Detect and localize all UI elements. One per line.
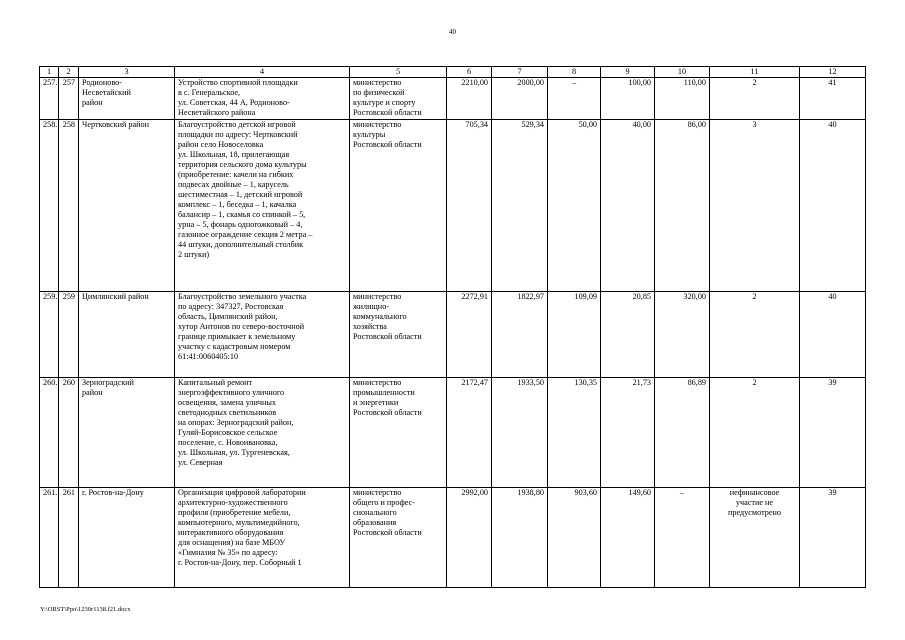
ministry: министерство по физической культуре и спорту Ростовской области <box>350 78 447 120</box>
value-col8: – <box>548 78 601 120</box>
value-col12: 41 <box>800 78 866 120</box>
district: Цимлянский район <box>79 292 175 378</box>
value-col7: 1822,97 <box>492 292 548 378</box>
value-col9: 40,00 <box>601 120 655 292</box>
value-col10: 86,00 <box>655 120 710 292</box>
value-col7: 1938,80 <box>492 488 548 588</box>
value-total: 2992,00 <box>447 488 492 588</box>
header-row <box>40 67 866 78</box>
page-number: 40 <box>449 28 456 36</box>
table-row <box>40 292 866 378</box>
col-header: 6 <box>447 67 492 78</box>
value-col11: 3 <box>710 120 800 292</box>
row-index: 258. <box>40 120 59 292</box>
district: Родионово- Несветайский район <box>79 78 175 120</box>
row-number: 259 <box>59 292 79 378</box>
row-number: 261 <box>59 488 79 588</box>
value-col12: 39 <box>800 378 866 488</box>
ministry: министерство промышленности и энергетики Ростовской области <box>350 378 447 488</box>
row-index: 261. <box>40 488 59 588</box>
row-index: 260. <box>40 378 59 488</box>
value-col8: 903,60 <box>548 488 601 588</box>
value-col10: 110,00 <box>655 78 710 120</box>
value-col9: 100,00 <box>601 78 655 120</box>
value-col7: 529,34 <box>492 120 548 292</box>
value-col10: – <box>655 488 710 588</box>
value-col10: 86,89 <box>655 378 710 488</box>
district: Чертковский район <box>79 120 175 292</box>
col-header: 12 <box>800 67 866 78</box>
value-col9: 21,73 <box>601 378 655 488</box>
value-col7: 1933,50 <box>492 378 548 488</box>
project-description: Устройство спортивной площадки в с. Генеральское, ул. Советская, 44 А, Родионово- Несветайского района <box>175 78 350 120</box>
project-description: Благоустройство земельного участка по адресу: 347327, Ростовская область, Цимлянский район, хутор Антонов по северо-восточной границе примыкает к земельному участку с кадастровым номером 61:41:0060405:10 <box>175 292 350 378</box>
table-row <box>40 78 866 120</box>
value-col7: 2000,00 <box>492 78 548 120</box>
col-header: 11 <box>710 67 800 78</box>
value-col9: 149,60 <box>601 488 655 588</box>
value-col9: 20,85 <box>601 292 655 378</box>
value-col12: 40 <box>800 120 866 292</box>
col-header: 10 <box>655 67 710 78</box>
col-header: 5 <box>350 67 447 78</box>
value-total: 705,34 <box>447 120 492 292</box>
value-col8: 109,09 <box>548 292 601 378</box>
col-header: 8 <box>548 67 601 78</box>
ministry: министерство культуры Ростовской области <box>350 120 447 292</box>
value-col10: 320,00 <box>655 292 710 378</box>
value-col12: 39 <box>800 488 866 588</box>
project-description: Капитальный ремонт энергоэффективного уличного освещения, замена уличных светодиодных светильников на опорах: Зерноградский район, Гуляй-Борисовское сельское поселение, с. Новоивановка, ул. Школьная, ул. Тургеневская, ул. Северная <box>175 378 350 488</box>
row-number: 257 <box>59 78 79 120</box>
value-total: 2172,47 <box>447 378 492 488</box>
value-col11: 2 <box>710 78 800 120</box>
district: Зерноградский район <box>79 378 175 488</box>
col-header: 9 <box>601 67 655 78</box>
project-description: Благоустройство детской игровой площадки по адресу: Чертковский район село Новоселовка ул. Школьная, 18, прилегающая территория сельского дома культуры (приобретение: качели на гибких подвесах двойные – 1, карусель шестиместная – 1, детский игровой комплекс – 1, беседка – 1, качалка балансир – 1, скамья со спинкой – 5, урна – 5, фонарь одноrожковый – 4, газонное ограждение секция 2 метра – 44 штуки, дополнительный столбик 2 штуки) <box>175 120 350 292</box>
row-index: 259. <box>40 292 59 378</box>
project-description: Организация цифровой лаборатории архитектурно-художественного профиля (приобретение мебели, компьютерного, мультимедийного, интерактивного оборудования для оснащения) на базе МБОУ «Гимназия № 35» по адресу: г. Ростов-на-Дону, пер. Соборный 1 <box>175 488 350 588</box>
col-header: 2 <box>59 67 79 78</box>
row-index: 257. <box>40 78 59 120</box>
value-col11: 2 <box>710 292 800 378</box>
value-total: 2272,91 <box>447 292 492 378</box>
value-col8: 50,00 <box>548 120 601 292</box>
value-col11: 2 <box>710 378 800 488</box>
district: г. Ростов-на-Дону <box>79 488 175 588</box>
table-row <box>40 378 866 488</box>
value-col11: нефинансовое участие не предусмотрено <box>710 488 800 588</box>
ministry: министерство общего и профес- сионального образования Ростовской области <box>350 488 447 588</box>
col-header: 4 <box>175 67 350 78</box>
table-row <box>40 488 866 588</box>
col-header: 7 <box>492 67 548 78</box>
col-header: 3 <box>79 67 175 78</box>
row-number: 260 <box>59 378 79 488</box>
footer-file-path: Y:\ORST\Ppo\1230r1138.f21.docx <box>40 606 131 613</box>
table-row <box>40 120 866 292</box>
value-col12: 40 <box>800 292 866 378</box>
ministry: министерство жилищно- коммунального хозяйства Ростовской области <box>350 292 447 378</box>
budget-table <box>39 66 866 588</box>
col-header: 1 <box>40 67 59 78</box>
value-col8: 130,35 <box>548 378 601 488</box>
row-number: 258 <box>59 120 79 292</box>
value-total: 2210,00 <box>447 78 492 120</box>
